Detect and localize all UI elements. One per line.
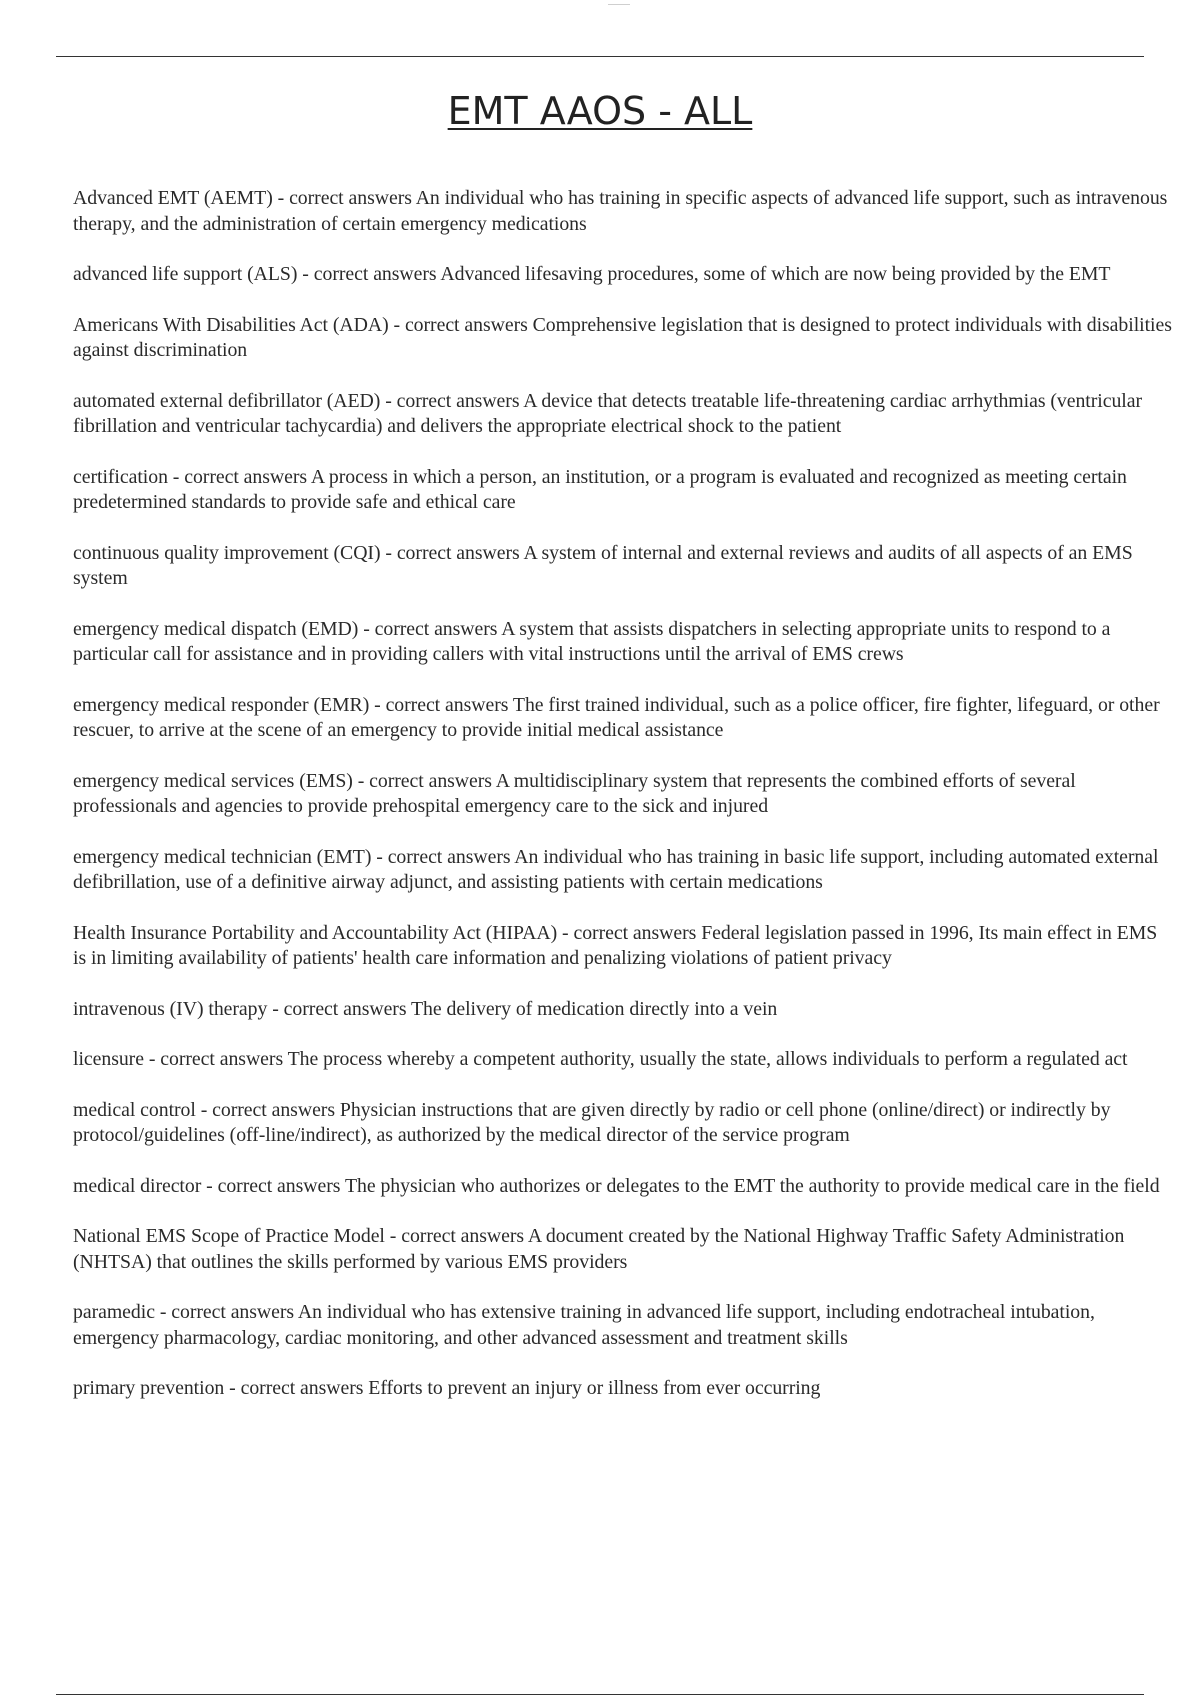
glossary-entry: continuous quality improvement (CQI) - correct answers A system of internal and external reviews and audits of all aspects of an EMS system (73, 541, 1133, 589)
glossary-entry: Health Insurance Portability and Accountability Act (HIPAA) - correct answers Federal legislation passed in 1996, Its main effect in EMS is in limiting availability of patients' health care information and penalizing violations of patient privacy (73, 921, 1158, 969)
glossary-entry: paramedic - correct answers An individual who has extensive training in advanced life support, including endotracheal intubation, emergency pharmacology, cardiac monitoring, and other advanced assessment and treatment skills (73, 1301, 1095, 1349)
header-rule (56, 56, 1144, 57)
glossary-entry: intravenous (IV) therapy - correct answers The delivery of medication directly into a vein (73, 997, 778, 1020)
glossary-entry: Advanced EMT (AEMT) - correct answers An individual who has training in specific aspects of advanced life support, such as intravenous therapy, and the administration of certain emergency medications (73, 187, 1168, 235)
glossary-entry: medical control - correct answers Physician instructions that are given directly by radio or cell phone (online/direct) or indirectly by protocol/guidelines (off-line/indirect), as authorized by the medical director of the service program (73, 1098, 1111, 1146)
glossary-entry: emergency medical services (EMS) - correct answers A multidisciplinary system that represents the combined efforts of several professionals and agencies to provide prehospital emergency care to the sick and injured (73, 769, 1076, 817)
glossary-entry: emergency medical responder (EMR) - correct answers The first trained individual, such as a police officer, fire fighter, lifeguard, or other rescuer, to arrive at the scene of an emergency to provide initial medical assistance (73, 693, 1160, 741)
document-title (0, 86, 1200, 136)
glossary-entry: emergency medical technician (EMT) - correct answers An individual who has training in basic life support, including automated external defibrillation, use of a definitive airway adjunct, and assisting patients with certain medications (73, 845, 1159, 893)
document-title-text: EMT AAOS - ALL (447, 89, 753, 133)
glossary-entry: medical director - correct answers The physician who authorizes or delegates to the EMT the authority to provide medical care in the field (73, 1174, 1160, 1197)
glossary-entry: licensure - correct answers The process whereby a competent authority, usually the state, allows individuals to perform a regulated act (73, 1048, 1128, 1070)
glossary-entry: primary prevention - correct answers Efforts to prevent an injury or illness from ever occurring (73, 1377, 821, 1399)
glossary-entry: advanced life support (ALS) - correct answers Advanced lifesaving procedures, some of which are now being provided by the EMT (73, 263, 1111, 285)
glossary-entry: National EMS Scope of Practice Model - correct answers A document created by the National Highway Traffic Safety Administration (NHTSA) that outlines the skills performed by various EMS providers (73, 1225, 1125, 1273)
glossary-entries (73, 186, 1173, 1427)
page-top-mark (608, 0, 630, 5)
glossary-entry: certification - correct answers A process in which a person, an institution, or a program is evaluated and recognized as meeting certain predetermined standards to provide safe and ethical care (73, 465, 1127, 513)
glossary-entry: emergency medical dispatch (EMD) - correct answers A system that assists dispatchers in selecting appropriate units to respond to a particular call for assistance and in providing callers with vital instructions until the arrival of EMS crews (73, 617, 1111, 665)
glossary-entry: Americans With Disabilities Act (ADA) - correct answers Comprehensive legislation that is designed to protect individuals with disabilities against discrimination (73, 313, 1172, 361)
footer-rule (56, 1694, 1144, 1695)
glossary-entry: automated external defibrillator (AED) - correct answers A device that detects treatable life-threatening cardiac arrhythmias (ventricular fibrillation and ventricular tachycardia) and delivers the appropriate electrical shock to the patient (73, 389, 1143, 437)
